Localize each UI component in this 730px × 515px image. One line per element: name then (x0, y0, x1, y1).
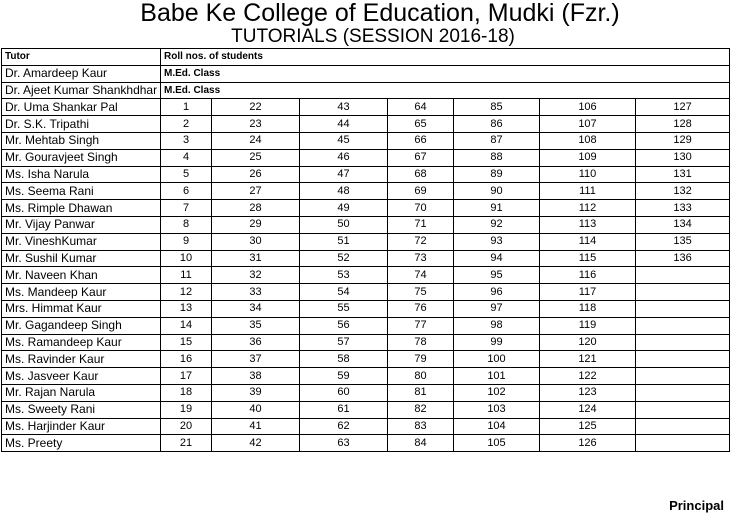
roll-number-cell: 101 (454, 368, 540, 385)
roll-number-cell: 124 (540, 401, 636, 418)
roll-number-cell: 15 (161, 334, 212, 351)
roll-number-cell: 135 (636, 233, 730, 250)
roll-number-cell: 108 (540, 132, 636, 149)
roll-number-cell: 29 (212, 216, 300, 233)
roll-number-cell: 104 (454, 418, 540, 435)
roll-number-cell: 98 (454, 317, 540, 334)
roll-number-cell: 52 (300, 250, 388, 267)
roll-number-cell: 115 (540, 250, 636, 267)
roll-number-cell: 106 (540, 99, 636, 116)
roll-number-cell: 70 (388, 200, 454, 217)
roll-number-cell: 83 (388, 418, 454, 435)
roll-number-cell: 69 (388, 183, 454, 200)
roll-number-cell: 65 (388, 116, 454, 133)
roll-number-cell: 112 (540, 200, 636, 217)
roll-number-cell: 17 (161, 368, 212, 385)
roll-number-cell: 8 (161, 216, 212, 233)
roll-number-cell: 131 (636, 166, 730, 183)
roll-number-cell: 136 (636, 250, 730, 267)
tutor-name: Ms. Isha Narula (2, 166, 161, 183)
tutor-name: Mr. Naveen Khan (2, 267, 161, 284)
roll-number-cell: 95 (454, 267, 540, 284)
roll-number-cell: 73 (388, 250, 454, 267)
roll-number-cell: 74 (388, 267, 454, 284)
roll-number-cell: 72 (388, 233, 454, 250)
roll-number-cell (636, 384, 730, 401)
tutor-name: Dr. Amardeep Kaur (2, 65, 161, 82)
roll-number-cell: 127 (636, 99, 730, 116)
roll-number-cell: 105 (454, 435, 540, 452)
roll-number-cell: 62 (300, 418, 388, 435)
table-row (2, 368, 730, 385)
roll-number-cell: 110 (540, 166, 636, 183)
roll-number-cell: 81 (388, 384, 454, 401)
roll-number-cell: 49 (300, 200, 388, 217)
tutorial-table (1, 48, 730, 452)
tutor-name: Ms. Ramandeep Kaur (2, 334, 161, 351)
table-row (2, 183, 730, 200)
tutor-name: Ms. Seema Rani (2, 183, 161, 200)
roll-number-cell: 97 (454, 300, 540, 317)
med-class-row (2, 65, 730, 82)
roll-number-cell: 45 (300, 132, 388, 149)
roll-number-cell: 130 (636, 149, 730, 166)
roll-number-cell (636, 418, 730, 435)
roll-number-cell: 126 (540, 435, 636, 452)
tutor-name: Mr. Vijay Panwar (2, 216, 161, 233)
class-note: M.Ed. Class (161, 65, 730, 82)
roll-number-cell: 51 (300, 233, 388, 250)
roll-number-cell: 60 (300, 384, 388, 401)
roll-number-cell: 9 (161, 233, 212, 250)
tutor-name: Ms. Mandeep Kaur (2, 284, 161, 301)
roll-number-cell: 113 (540, 216, 636, 233)
roll-number-cell: 61 (300, 401, 388, 418)
tutor-name: Ms. Sweety Rani (2, 401, 161, 418)
roll-number-cell: 14 (161, 317, 212, 334)
table-row (2, 284, 730, 301)
roll-number-cell: 16 (161, 351, 212, 368)
roll-number-cell: 33 (212, 284, 300, 301)
roll-number-cell: 76 (388, 300, 454, 317)
roll-number-cell (636, 267, 730, 284)
roll-number-cell: 122 (540, 368, 636, 385)
roll-number-cell: 31 (212, 250, 300, 267)
roll-number-cell: 90 (454, 183, 540, 200)
roll-number-cell: 27 (212, 183, 300, 200)
roll-number-cell: 3 (161, 132, 212, 149)
roll-number-cell: 85 (454, 99, 540, 116)
roll-number-cell: 109 (540, 149, 636, 166)
table-row (2, 418, 730, 435)
tutor-name: Ms. Ravinder Kaur (2, 351, 161, 368)
principal-signature-label: Principal (669, 498, 724, 513)
roll-number-cell: 121 (540, 351, 636, 368)
roll-number-cell: 102 (454, 384, 540, 401)
roll-number-cell: 93 (454, 233, 540, 250)
roll-number-cell: 41 (212, 418, 300, 435)
table-row (2, 334, 730, 351)
roll-number-cell: 19 (161, 401, 212, 418)
roll-number-cell: 84 (388, 435, 454, 452)
table-row (2, 250, 730, 267)
tutor-name: Dr. S.K. Tripathi (2, 116, 161, 133)
roll-number-cell: 119 (540, 317, 636, 334)
roll-number-cell (636, 300, 730, 317)
roll-number-cell: 53 (300, 267, 388, 284)
roll-number-cell: 132 (636, 183, 730, 200)
tutor-name: Dr. Uma Shankar Pal (2, 99, 161, 116)
roll-number-cell: 13 (161, 300, 212, 317)
roll-number-cell: 80 (388, 368, 454, 385)
roll-number-cell: 133 (636, 200, 730, 217)
roll-number-cell: 79 (388, 351, 454, 368)
roll-number-cell: 54 (300, 284, 388, 301)
roll-number-cell: 57 (300, 334, 388, 351)
roll-number-cell: 22 (212, 99, 300, 116)
tutor-name: Ms. Rimple Dhawan (2, 200, 161, 217)
roll-number-cell: 26 (212, 166, 300, 183)
roll-number-cell: 32 (212, 267, 300, 284)
table-body (2, 49, 730, 452)
roll-number-cell: 59 (300, 368, 388, 385)
roll-number-cell: 56 (300, 317, 388, 334)
table-row (2, 216, 730, 233)
roll-number-cell: 24 (212, 132, 300, 149)
table-header-row (2, 49, 730, 66)
roll-number-cell: 67 (388, 149, 454, 166)
roll-number-cell: 6 (161, 183, 212, 200)
table-row (2, 317, 730, 334)
roll-number-cell: 117 (540, 284, 636, 301)
roll-number-cell: 23 (212, 116, 300, 133)
table-row (2, 300, 730, 317)
roll-number-cell: 36 (212, 334, 300, 351)
roll-number-cell: 89 (454, 166, 540, 183)
roll-number-cell: 18 (161, 384, 212, 401)
roll-number-cell: 71 (388, 216, 454, 233)
page-title: Babe Ke College of Education, Mudki (Fzr.) (140, 0, 620, 27)
roll-number-cell (636, 435, 730, 452)
roll-number-cell: 64 (388, 99, 454, 116)
roll-number-cell (636, 368, 730, 385)
roll-number-cell: 1 (161, 99, 212, 116)
table-row (2, 384, 730, 401)
roll-number-cell: 91 (454, 200, 540, 217)
tutor-name: Mr. Rajan Narula (2, 384, 161, 401)
roll-number-cell: 39 (212, 384, 300, 401)
roll-number-cell: 38 (212, 368, 300, 385)
roll-number-cell (636, 401, 730, 418)
table-row (2, 200, 730, 217)
roll-number-cell: 25 (212, 149, 300, 166)
roll-number-cell: 28 (212, 200, 300, 217)
roll-number-cell: 88 (454, 149, 540, 166)
roll-number-cell: 103 (454, 401, 540, 418)
roll-number-cell: 55 (300, 300, 388, 317)
tutor-name: Ms. Preety (2, 435, 161, 452)
roll-number-cell: 87 (454, 132, 540, 149)
table-row (2, 401, 730, 418)
roll-number-cell: 128 (636, 116, 730, 133)
roll-number-cell: 116 (540, 267, 636, 284)
roll-number-cell: 46 (300, 149, 388, 166)
roll-number-cell: 107 (540, 116, 636, 133)
roll-number-cell: 35 (212, 317, 300, 334)
roll-number-cell: 11 (161, 267, 212, 284)
table-row (2, 267, 730, 284)
roll-number-cell: 100 (454, 351, 540, 368)
roll-number-cell: 58 (300, 351, 388, 368)
roll-number-cell: 37 (212, 351, 300, 368)
roll-number-cell: 77 (388, 317, 454, 334)
table-row (2, 132, 730, 149)
table-row (2, 166, 730, 183)
tutor-name: Ms. Jasveer Kaur (2, 368, 161, 385)
roll-number-cell: 68 (388, 166, 454, 183)
roll-number-cell (636, 334, 730, 351)
table-row (2, 149, 730, 166)
roll-number-cell: 44 (300, 116, 388, 133)
tutor-name: Mr. VineshKumar (2, 233, 161, 250)
roll-number-cell: 50 (300, 216, 388, 233)
roll-number-cell: 99 (454, 334, 540, 351)
roll-number-cell: 111 (540, 183, 636, 200)
roll-number-cell: 92 (454, 216, 540, 233)
roll-number-cell: 34 (212, 300, 300, 317)
tutor-name: Mr. Sushil Kumar (2, 250, 161, 267)
roll-number-cell: 5 (161, 166, 212, 183)
column-header-roll-nos: Roll nos. of students (161, 49, 730, 66)
roll-number-cell: 94 (454, 250, 540, 267)
table-row (2, 351, 730, 368)
roll-number-cell: 114 (540, 233, 636, 250)
roll-number-cell: 20 (161, 418, 212, 435)
roll-number-cell: 12 (161, 284, 212, 301)
roll-number-cell: 134 (636, 216, 730, 233)
roll-number-cell (636, 317, 730, 334)
roll-number-cell: 120 (540, 334, 636, 351)
roll-number-cell: 30 (212, 233, 300, 250)
roll-number-cell: 75 (388, 284, 454, 301)
roll-number-cell: 123 (540, 384, 636, 401)
class-note: M.Ed. Class (161, 82, 730, 99)
tutor-name: Dr. Ajeet Kumar Shankhdhar (2, 82, 161, 99)
roll-number-cell: 2 (161, 116, 212, 133)
roll-number-cell: 125 (540, 418, 636, 435)
roll-number-cell: 63 (300, 435, 388, 452)
roll-number-cell: 129 (636, 132, 730, 149)
table-row (2, 435, 730, 452)
roll-number-cell: 10 (161, 250, 212, 267)
roll-number-cell: 21 (161, 435, 212, 452)
roll-number-cell: 48 (300, 183, 388, 200)
roll-number-cell: 42 (212, 435, 300, 452)
table-row (2, 99, 730, 116)
roll-number-cell: 86 (454, 116, 540, 133)
roll-number-cell: 82 (388, 401, 454, 418)
roll-number-cell: 40 (212, 401, 300, 418)
roll-number-cell (636, 284, 730, 301)
tutor-name: Ms. Harjinder Kaur (2, 418, 161, 435)
tutor-name: Mrs. Himmat Kaur (2, 300, 161, 317)
tutor-name: Mr. Gagandeep Singh (2, 317, 161, 334)
page-subtitle: TUTORIALS (SESSION 2016-18) (231, 26, 515, 47)
roll-number-cell: 118 (540, 300, 636, 317)
roll-number-cell: 47 (300, 166, 388, 183)
roll-number-cell: 7 (161, 200, 212, 217)
roll-number-cell: 66 (388, 132, 454, 149)
roll-number-cell: 96 (454, 284, 540, 301)
med-class-row (2, 82, 730, 99)
roll-number-cell: 4 (161, 149, 212, 166)
table-row (2, 233, 730, 250)
roll-number-cell: 43 (300, 99, 388, 116)
roll-number-cell (636, 351, 730, 368)
column-header-tutor: Tutor (2, 49, 161, 66)
tutor-name: Mr. Mehtab Singh (2, 132, 161, 149)
table-row (2, 116, 730, 133)
roll-number-cell: 78 (388, 334, 454, 351)
tutor-name: Mr. Gouravjeet Singh (2, 149, 161, 166)
